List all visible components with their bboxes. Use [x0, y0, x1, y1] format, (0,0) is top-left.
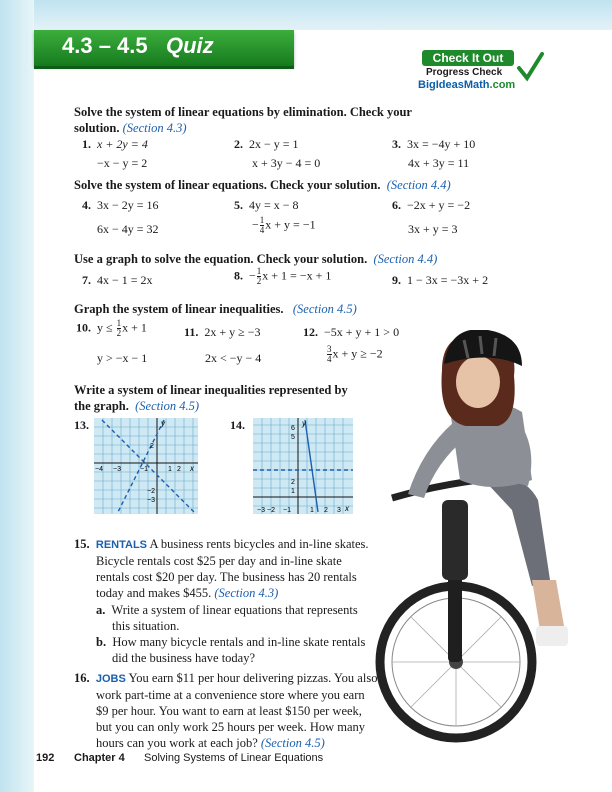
part1-instruction: Solve the system of linear equations by elimination. Check your solution. (Section 4.3) [74, 105, 412, 135]
graph13-tick: 2 [150, 443, 154, 450]
graph13-tick: −3 [113, 466, 121, 473]
banner-underline [34, 66, 294, 69]
problem-3-eq2: 4x + 3y = 11 [408, 156, 470, 170]
problem-9: 9. 1 − 3x = −3x + 2 [392, 273, 489, 287]
problem-10: 10. y ≤ $\frac{1}{2}$ x + 1 [76, 318, 147, 338]
graph14-y-label: y [302, 419, 306, 428]
graph14-tick: 2 [291, 479, 295, 486]
graph-13 [94, 418, 198, 514]
problem-6-eq2: 3x + y = 3 [408, 222, 458, 236]
problem-11: 11. 2x + y ≥ −3 [184, 325, 261, 339]
graph13-tick: −3 [147, 497, 155, 504]
part3-instruction: Use a graph to solve the equation. Check your solution. (Section 4.4) [74, 252, 438, 266]
problem-4-eq2: 6x − 4y = 32 [97, 222, 159, 236]
left-band [0, 0, 34, 792]
checkmark-icon [516, 52, 544, 84]
graph14-tick: 1 [310, 507, 314, 514]
problem-15: 15. RENTALS A business rents bicycles and in-line skates. Bicycle rentals cost $25 per day and in-line skate rentals cost $20 per day. The business has 20 rentals today and makes $455. (Section 4.3) [74, 537, 369, 600]
graph14-tick: 1 [291, 488, 295, 495]
cyclist-photo [372, 330, 604, 782]
graph13-tick: −2 [147, 488, 155, 495]
graph-14 [253, 418, 353, 514]
problem-2: 2. 2x − y = 1 [234, 137, 299, 151]
problem-3: 3. 3x = −4y + 10 [392, 137, 476, 151]
part2-instruction: Solve the system of linear equations. Check your solution. (Section 4.4) [74, 178, 451, 192]
badge-line1: Check It Out [422, 50, 514, 66]
graph13-tick: −4 [95, 466, 103, 473]
problem-8: 8. − $\frac{1}{2}$ x + 1 = −x + 1 [234, 266, 332, 286]
quiz-title: Quiz [166, 33, 214, 58]
problem-11-eq2: 2x < −y − 4 [205, 351, 262, 365]
graph14-tick: −3 [257, 507, 265, 514]
problem-16: 16. JOBS You earn $11 per hour delivering pizzas. You also work part-time at a convenience store where you earn $9 per hour. You want to earn at least $150 per week, but you can only work 25 hours per week. How many hours can you work at each job? (Section 4.5) [74, 671, 378, 750]
problem-12: 12. −5x + y + 1 > 0 [303, 325, 400, 339]
badge-line3: BigIdeasMath.com [418, 79, 516, 91]
graph-14-number: 14. [230, 418, 245, 432]
graph13-tick: 2 [177, 466, 181, 473]
graph14-tick: −2 [267, 507, 275, 514]
problem-1: 1. x + 2y = 4 [82, 137, 148, 151]
page-number: 192 [36, 752, 55, 764]
graph13-y-label: y [161, 419, 165, 428]
part4-instruction: Graph the system of linear inequalities. (Section 4.5) [74, 302, 357, 316]
problem-15b: b. How many bicycle rentals and in-line skate rentals did the business have today? [96, 635, 366, 665]
badge-line2: Progress Check [426, 67, 503, 78]
footer-chapter: Chapter 4 [74, 752, 125, 764]
graph13-tick: −1 [140, 466, 148, 473]
check-it-out-badge[interactable] [418, 50, 544, 98]
top-band [0, 0, 612, 30]
section-range: 4.3 – 4.5 [62, 33, 148, 58]
problem-15a: a. Write a system of linear equations that represents this situation. [96, 603, 358, 633]
problem-5-eq2: − $\frac{1}{4}$ x + y = −1 [252, 215, 316, 235]
graph13-tick: 1 [168, 466, 172, 473]
problem-5: 5. 4y = x − 8 [234, 198, 299, 212]
graph14-x-label: x [345, 504, 349, 513]
graph13-x-label: x [190, 464, 194, 473]
part5-instruction: Write a system of linear inequalities represented by the graph. (Section 4.5) [74, 383, 348, 413]
section-banner [34, 30, 294, 66]
problem-12-eq2: $\frac{3}{4}$ x + y ≥ −2 [327, 344, 383, 364]
problem-6: 6. −2x + y = −2 [392, 198, 471, 212]
problem-1-eq2: −x − y = 2 [97, 156, 148, 170]
graph14-tick: 6 [291, 425, 295, 432]
problem-4: 4. 3x − 2y = 16 [82, 198, 159, 212]
problem-7: 7. 4x − 1 = 2x [82, 273, 153, 287]
graph14-tick: 3 [337, 507, 341, 514]
problem-2-eq2: x + 3y − 4 = 0 [252, 156, 321, 170]
footer-title: Solving Systems of Linear Equations [144, 752, 324, 764]
graph14-tick: 5 [291, 434, 295, 441]
problem-10-eq2: y > −x − 1 [97, 351, 148, 365]
graph-13-number: 13. [74, 418, 89, 432]
graph14-tick: −1 [283, 507, 291, 514]
graph14-tick: 2 [324, 507, 328, 514]
